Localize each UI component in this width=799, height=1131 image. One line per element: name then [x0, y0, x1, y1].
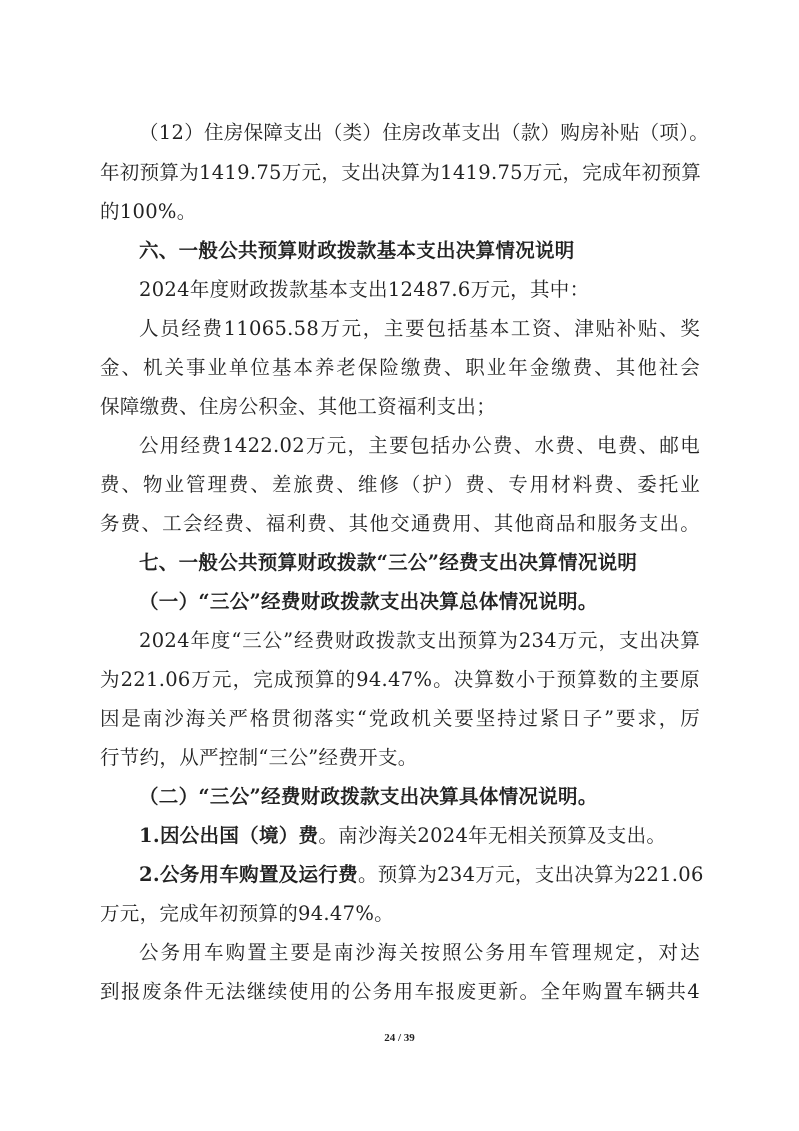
paragraph-line: 公务用车购置主要是南沙海关按照公务用车管理规定，对达	[139, 941, 700, 964]
section-heading: 七、一般公共预算财政拨款“三公”经费支出决算情况说明	[139, 551, 638, 574]
paragraph-line: 行节约，从严控制“三公”经费开支。	[100, 746, 418, 769]
paragraph-line: 万元，完成年初预算的94.47%。	[100, 902, 394, 925]
paragraph-line: 人员经费11065.58万元，主要包括基本工资、津贴补贴、奖	[139, 317, 700, 340]
item-text: 。南沙海关2024年无相关预算及支出。	[318, 824, 667, 847]
item-title: 1.因公出国（境）费	[139, 824, 319, 847]
paragraph-line	[139, 821, 700, 851]
paragraph-line: 保障缴费、住房公积金、其他工资福利支出；	[100, 395, 497, 418]
paragraph-line: 到报废条件无法继续使用的公务用车报废更新。全年购置车辆共4	[100, 980, 700, 1003]
section-heading: 六、一般公共预算财政拨款基本支出决算情况说明	[139, 239, 575, 262]
item-text: 。预算为234万元，支出决算为221.06	[357, 863, 704, 886]
paragraph-line: 公用经费1422.02万元，主要包括办公费、水费、电费、邮电	[139, 434, 700, 457]
paragraph-line: 务费、工会经费、福利费、其他交通费用、其他商品和服务支出。	[100, 512, 700, 535]
paragraph-line: 的100%。	[100, 200, 197, 223]
paragraph-line: 2024年度财政拨款基本支出12487.6万元，其中：	[139, 278, 590, 301]
paragraph-line: 年初预算为1419.75万元，支出决算为1419.75万元，完成年初预算	[100, 161, 702, 184]
subsection-heading: （一）“三公”经费财政拨款支出决算总体情况说明。	[139, 590, 598, 613]
paragraph-line: 2024年度“三公”经费财政拨款支出预算为234万元，支出决算	[139, 629, 700, 652]
item-title: 2.公务用车购置及运行费	[139, 863, 358, 886]
page-number: 24 / 39	[384, 1032, 415, 1044]
paragraph-line: （12）住房保障支出（类）住房改革支出（款）购房补贴（项）。	[139, 121, 710, 144]
paragraph-line: 费、物业管理费、差旅费、维修（护）费、专用材料费、委托业	[100, 473, 700, 496]
paragraph-line: 为221.06万元，完成预算的94.47%。决算数小于预算数的主要原	[100, 668, 700, 691]
paragraph-line: 金、机关事业单位基本养老保险缴费、职业年金缴费、其他社会	[100, 356, 700, 379]
paragraph-line	[139, 860, 704, 890]
paragraph-line: 因是南沙海关严格贯彻落实“党政机关要坚持过紧日子”要求，厉	[100, 707, 700, 730]
subsection-heading: （二）“三公”经费财政拨款支出决算具体情况说明。	[139, 785, 598, 808]
